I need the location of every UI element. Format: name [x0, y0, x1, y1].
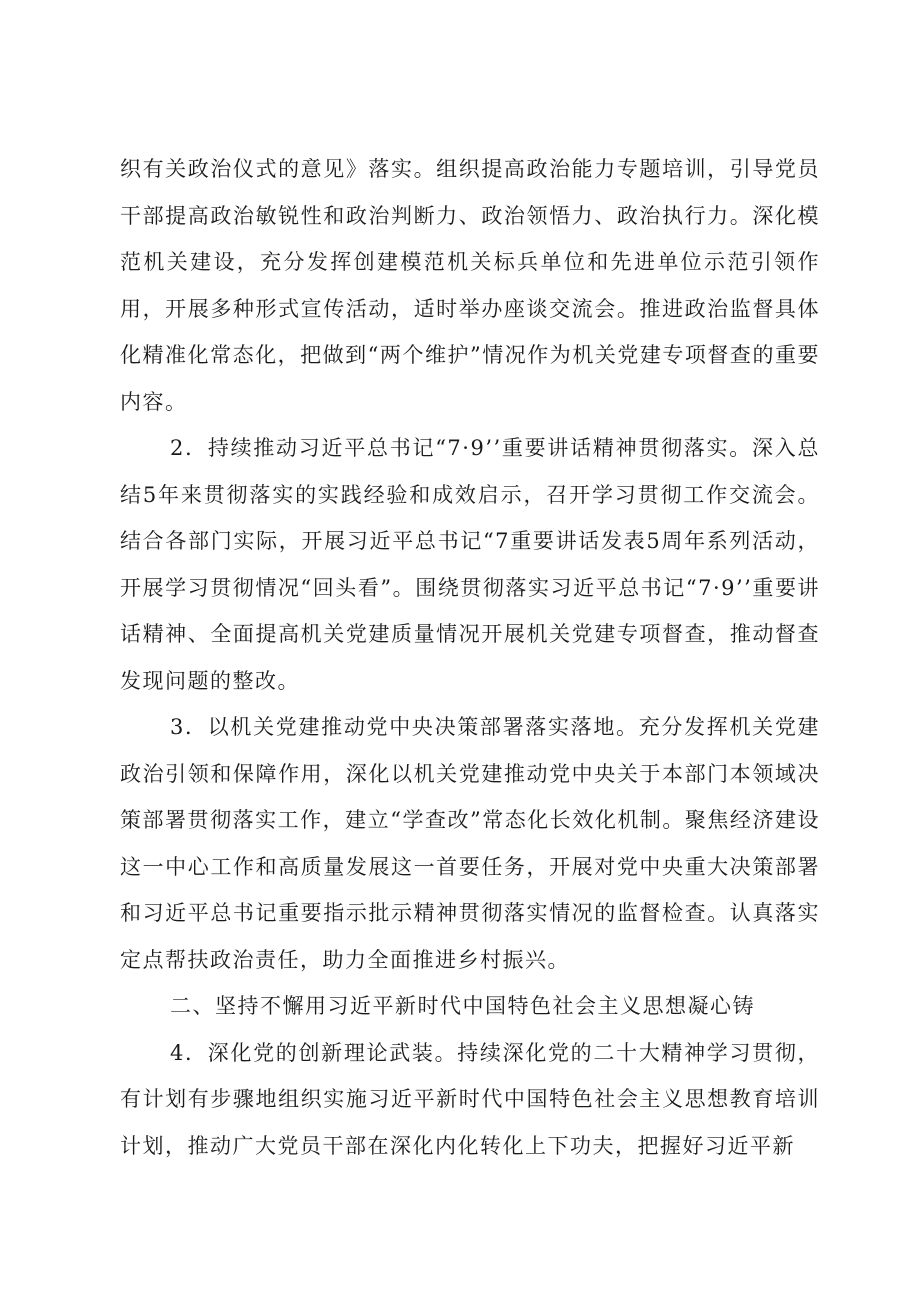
paragraph-item-2: 2．持续推动习近平总书记“7·9’’重要讲话精神贯彻落实。深入总结5年来贯彻落实的实践经验和成效启示，召开学习贯彻工作交流会。结合各部门实际，开展习近平总书记“7重要讲话发表5周年系列活动，开展学习贯彻情况“回头看”。围绕贯彻落实习近平总书记“7·9’’重要讲话精神、全面提高机关党建质量情况开展机关党建专项督查，推动督查发现问题的整改。: [120, 436, 820, 693]
paragraph-item-4: 4．深化党的创新理论武装。持续深化党的二十大精神学习贯彻，有计划有步骤地组织实施习近平新时代中国特色社会主义思想教育培训计划，推动广大党员干部在深化内化转化上下功夫，把握好习近平新: [120, 1040, 820, 1158]
paragraph-continuation: 织有关政治仪式的意见》落实。组织提高政治能力专题培训，引导党员干部提高政治敏锐性和政治判断力、政治领悟力、政治执行力。深化模范机关建设，充分发挥创建模范机关标兵单位和先进单位示范引领作用，开展多种形式宣传活动，适时举办座谈交流会。推进政治监督具体化精准化常态化，把做到“两个维护”情况作为机关党建专项督查的重要内容。: [120, 157, 820, 414]
section-heading: 二、坚持不懈用习近平新时代中国特色社会主义思想凝心铸: [170, 994, 755, 1018]
paragraph-item-3: 3．以机关党建推动党中央决策部署落实落地。充分发挥机关党建政治引领和保障作用，深化以机关党建推动党中央关于本部门本领域决策部署贯彻落实工作，建立“学查改”常态化长效化机制。聚焦经济建设这一中心工作和高质量发展这一首要任务，开展对党中央重大决策部署和习近平总书记重要指示批示精神贯彻落实情况的监督检查。认真落实定点帮扶政治责任，助力全面推进乡村振兴。: [120, 715, 820, 972]
document-body: [120, 146, 820, 1169]
